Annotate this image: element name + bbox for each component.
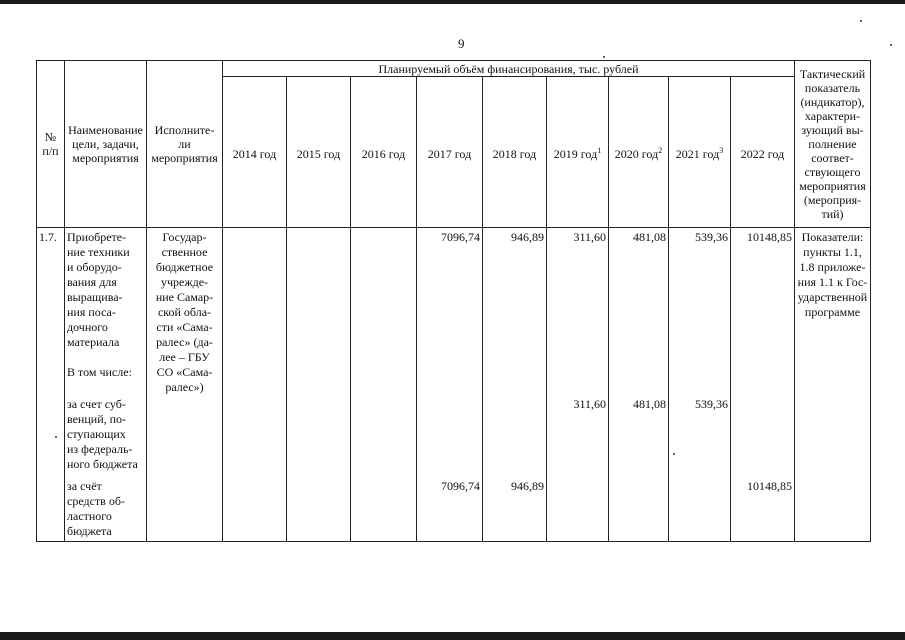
value-2019 [547,477,609,541]
value-2021: 539,36 [669,228,731,396]
header-year-2015: 2015 год [287,77,351,228]
header-year-2021: 2021 год$^3$ [669,77,731,228]
value-2014 [223,477,287,541]
header-year-2020: 2020 год$^2$ [609,77,669,228]
value-2016 [351,395,417,477]
value-2020: 481,08 [609,228,669,396]
value-2015 [287,395,351,477]
header-planned-financing: Планируемый объём финансирования, тыс. рублей [223,61,795,77]
financing-table-frame [36,60,871,542]
row-number: 1.7. [37,228,65,396]
row-number [37,395,65,477]
row-name: за счет суб- венций, по- ступающих из федераль- ного бюджета [65,395,147,477]
row-indicator [795,395,871,477]
scan-speck [890,44,892,46]
scan-speck [860,20,862,22]
table-row [37,228,871,396]
value-2021: 539,36 [669,395,731,477]
scan-edge-top [0,0,905,4]
value-2014 [223,395,287,477]
value-2014 [223,228,287,396]
row-executor: Государ- ственное бюджетное учрежде- ние Самар- ской обла- сти «Сама- ралес» (да- лее – ГБУ СО «Сама- ралес») [147,228,223,396]
value-2018: 946,89 [483,477,547,541]
value-2021 [669,477,731,541]
row-name: Приобрете- ние техники и оборудо- вания для выращива- ния поса- дочного материала В том числе: [65,228,147,396]
value-2017: 7096,74 [417,228,483,396]
value-2019: 311,60 [547,228,609,396]
value-2017: 7096,74 [417,477,483,541]
header-year-2014: 2014 год [223,77,287,228]
row-executor [147,477,223,541]
value-2018: 946,89 [483,228,547,396]
value-2016 [351,477,417,541]
value-2020 [609,477,669,541]
row-name: за счёт средств об- ластного бюджета [65,477,147,541]
value-2017 [417,395,483,477]
value-2019: 311,60 [547,395,609,477]
table-row [37,477,871,541]
header-year-2016: 2016 год [351,77,417,228]
row-indicator: Показатели: пункты 1.1, 1.8 приложе- ния 1.1 к Гос- ударственной программе [795,228,871,396]
value-2020: 481,08 [609,395,669,477]
value-2015 [287,228,351,396]
row-number [37,477,65,541]
header-indicator: Тактический показатель (индикатор), характери- зующий вы- полнение соответ- ствующего мероприятия (мероприя- тий) [795,61,871,228]
header-name: Наименование цели, задачи, мероприятия [65,61,147,228]
header-year-2022: 2022 год [731,77,795,228]
value-2016 [351,228,417,396]
financing-table [36,60,871,542]
header-year-2018: 2018 год [483,77,547,228]
table-row [37,395,871,477]
value-2022: 10148,85 [731,228,795,396]
value-2022 [731,395,795,477]
header-year-2017: 2017 год [417,77,483,228]
value-2022: 10148,85 [731,477,795,541]
scan-edge-bottom [0,632,905,640]
scan-speck [603,56,605,58]
header-year-2019: 2019 год$^1$ [547,77,609,228]
row-executor [147,395,223,477]
row-indicator [795,477,871,541]
header-executor: Исполните- ли мероприятия [147,61,223,228]
page-number: 9 [458,36,465,51]
header-number: № п/п [37,61,65,228]
value-2018 [483,395,547,477]
value-2015 [287,477,351,541]
